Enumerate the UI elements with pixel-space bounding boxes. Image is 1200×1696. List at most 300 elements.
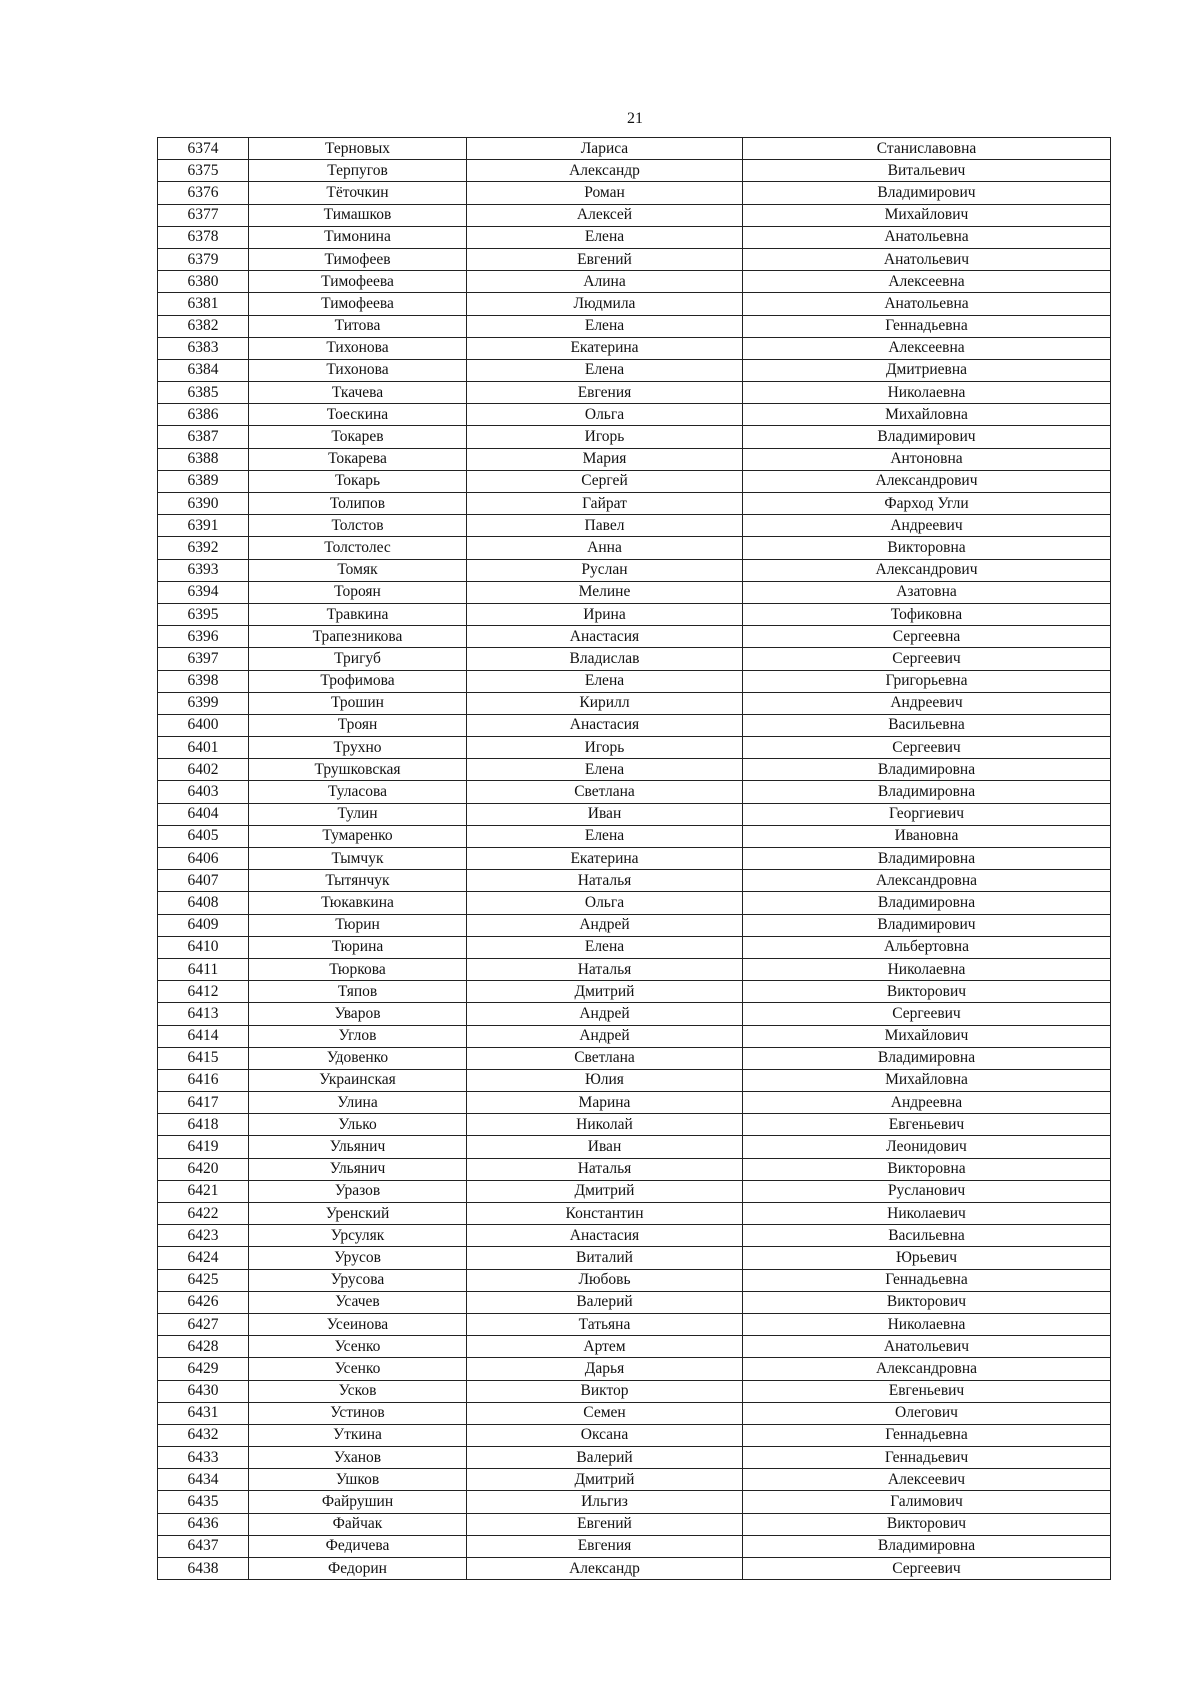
first-name-cell: Екатерина bbox=[467, 848, 743, 870]
patronymic-cell: Владимировна bbox=[743, 848, 1111, 870]
first-name-cell: Мария bbox=[467, 448, 743, 470]
patronymic-cell: Владимировна bbox=[743, 1047, 1111, 1069]
table-row bbox=[158, 493, 1111, 515]
row-number-cell: 6383 bbox=[158, 337, 249, 359]
last-name-cell: Усачев bbox=[249, 1291, 467, 1313]
table-row bbox=[158, 648, 1111, 670]
last-name-cell: Улина bbox=[249, 1092, 467, 1114]
patronymic-cell: Николаевна bbox=[743, 382, 1111, 404]
table-row bbox=[158, 781, 1111, 803]
last-name-cell: Токарева bbox=[249, 448, 467, 470]
first-name-cell: Алексей bbox=[467, 204, 743, 226]
last-name-cell: Ульянич bbox=[249, 1158, 467, 1180]
last-name-cell: Усков bbox=[249, 1380, 467, 1402]
patronymic-cell: Азатовна bbox=[743, 581, 1111, 603]
table-row bbox=[158, 315, 1111, 337]
patronymic-cell: Владимировна bbox=[743, 892, 1111, 914]
first-name-cell: Юлия bbox=[467, 1069, 743, 1091]
first-name-cell: Светлана bbox=[467, 1047, 743, 1069]
first-name-cell: Семен bbox=[467, 1402, 743, 1424]
first-name-cell: Татьяна bbox=[467, 1313, 743, 1335]
last-name-cell: Тымчук bbox=[249, 848, 467, 870]
last-name-cell: Тимофеева bbox=[249, 293, 467, 315]
table-row bbox=[158, 1380, 1111, 1402]
first-name-cell: Виктор bbox=[467, 1380, 743, 1402]
first-name-cell: Елена bbox=[467, 359, 743, 381]
first-name-cell: Игорь bbox=[467, 737, 743, 759]
row-number-cell: 6411 bbox=[158, 958, 249, 980]
first-name-cell: Дмитрий bbox=[467, 981, 743, 1003]
row-number-cell: 6401 bbox=[158, 737, 249, 759]
first-name-cell: Владислав bbox=[467, 648, 743, 670]
patronymic-cell: Александрович bbox=[743, 470, 1111, 492]
table-row bbox=[158, 1558, 1111, 1580]
row-number-cell: 6407 bbox=[158, 870, 249, 892]
row-number-cell: 6375 bbox=[158, 160, 249, 182]
table-row bbox=[158, 825, 1111, 847]
first-name-cell: Руслан bbox=[467, 559, 743, 581]
last-name-cell: Уразов bbox=[249, 1180, 467, 1202]
first-name-cell: Елена bbox=[467, 936, 743, 958]
last-name-cell: Тимонина bbox=[249, 226, 467, 248]
last-name-cell: Украинская bbox=[249, 1069, 467, 1091]
patronymic-cell: Васильевна bbox=[743, 714, 1111, 736]
table-row bbox=[158, 1092, 1111, 1114]
first-name-cell: Марина bbox=[467, 1092, 743, 1114]
patronymic-cell: Олегович bbox=[743, 1402, 1111, 1424]
first-name-cell: Александр bbox=[467, 160, 743, 182]
first-name-cell: Наталья bbox=[467, 958, 743, 980]
table-row bbox=[158, 803, 1111, 825]
table-row bbox=[158, 958, 1111, 980]
first-name-cell: Елена bbox=[467, 315, 743, 337]
table-row bbox=[158, 1003, 1111, 1025]
table-row bbox=[158, 1114, 1111, 1136]
first-name-cell: Светлана bbox=[467, 781, 743, 803]
first-name-cell: Дмитрий bbox=[467, 1469, 743, 1491]
patronymic-cell: Алексеевна bbox=[743, 337, 1111, 359]
row-number-cell: 6432 bbox=[158, 1424, 249, 1446]
table-row bbox=[158, 1513, 1111, 1535]
first-name-cell: Лариса bbox=[467, 138, 743, 160]
last-name-cell: Усеинова bbox=[249, 1313, 467, 1335]
first-name-cell: Иван bbox=[467, 1136, 743, 1158]
first-name-cell: Екатерина bbox=[467, 337, 743, 359]
table-row bbox=[158, 1313, 1111, 1335]
table-row bbox=[158, 692, 1111, 714]
patronymic-cell: Русланович bbox=[743, 1180, 1111, 1202]
row-number-cell: 6423 bbox=[158, 1225, 249, 1247]
last-name-cell: Токарев bbox=[249, 426, 467, 448]
first-name-cell: Сергей bbox=[467, 470, 743, 492]
patronymic-cell: Алексеевич bbox=[743, 1469, 1111, 1491]
patronymic-cell: Анатольевич bbox=[743, 1336, 1111, 1358]
row-number-cell: 6408 bbox=[158, 892, 249, 914]
row-number-cell: 6392 bbox=[158, 537, 249, 559]
row-number-cell: 6414 bbox=[158, 1025, 249, 1047]
first-name-cell: Анастасия bbox=[467, 626, 743, 648]
table-row bbox=[158, 1069, 1111, 1091]
last-name-cell: Тороян bbox=[249, 581, 467, 603]
table-row bbox=[158, 1136, 1111, 1158]
patronymic-cell: Альбертовна bbox=[743, 936, 1111, 958]
first-name-cell: Анастасия bbox=[467, 714, 743, 736]
table-row bbox=[158, 1491, 1111, 1513]
patronymic-cell: Владимировна bbox=[743, 759, 1111, 781]
table-row bbox=[158, 1180, 1111, 1202]
last-name-cell: Федорин bbox=[249, 1558, 467, 1580]
row-number-cell: 6397 bbox=[158, 648, 249, 670]
row-number-cell: 6374 bbox=[158, 138, 249, 160]
patronymic-cell: Евгеньевич bbox=[743, 1114, 1111, 1136]
table-row bbox=[158, 182, 1111, 204]
first-name-cell: Елена bbox=[467, 759, 743, 781]
table-row bbox=[158, 271, 1111, 293]
patronymic-cell: Михайлович bbox=[743, 1025, 1111, 1047]
table-row bbox=[158, 1402, 1111, 1424]
row-number-cell: 6381 bbox=[158, 293, 249, 315]
first-name-cell: Кирилл bbox=[467, 692, 743, 714]
first-name-cell: Евгений bbox=[467, 1513, 743, 1535]
first-name-cell: Дарья bbox=[467, 1358, 743, 1380]
table-row bbox=[158, 914, 1111, 936]
last-name-cell: Трапезникова bbox=[249, 626, 467, 648]
row-number-cell: 6379 bbox=[158, 248, 249, 270]
first-name-cell: Виталий bbox=[467, 1247, 743, 1269]
last-name-cell: Урусов bbox=[249, 1247, 467, 1269]
row-number-cell: 6403 bbox=[158, 781, 249, 803]
row-number-cell: 6431 bbox=[158, 1402, 249, 1424]
last-name-cell: Травкина bbox=[249, 603, 467, 625]
table-row bbox=[158, 382, 1111, 404]
table-row bbox=[158, 515, 1111, 537]
patronymic-cell: Сергеевич bbox=[743, 1558, 1111, 1580]
table-row bbox=[158, 337, 1111, 359]
row-number-cell: 6395 bbox=[158, 603, 249, 625]
table-row bbox=[158, 204, 1111, 226]
last-name-cell: Тимофеев bbox=[249, 248, 467, 270]
row-number-cell: 6396 bbox=[158, 626, 249, 648]
row-number-cell: 6382 bbox=[158, 315, 249, 337]
patronymic-cell: Тофиковна bbox=[743, 603, 1111, 625]
table-row bbox=[158, 1535, 1111, 1557]
last-name-cell: Тихонова bbox=[249, 359, 467, 381]
patronymic-cell: Геннадьевна bbox=[743, 1424, 1111, 1446]
row-number-cell: 6386 bbox=[158, 404, 249, 426]
table-row bbox=[158, 559, 1111, 581]
patronymic-cell: Галимович bbox=[743, 1491, 1111, 1513]
patronymic-cell: Григорьевна bbox=[743, 670, 1111, 692]
row-number-cell: 6406 bbox=[158, 848, 249, 870]
first-name-cell: Елена bbox=[467, 670, 743, 692]
patronymic-cell: Васильевна bbox=[743, 1225, 1111, 1247]
row-number-cell: 6416 bbox=[158, 1069, 249, 1091]
row-number-cell: 6417 bbox=[158, 1092, 249, 1114]
patronymic-cell: Викторовна bbox=[743, 537, 1111, 559]
first-name-cell: Валерий bbox=[467, 1447, 743, 1469]
last-name-cell: Туласова bbox=[249, 781, 467, 803]
patronymic-cell: Леонидович bbox=[743, 1136, 1111, 1158]
table-row bbox=[158, 626, 1111, 648]
table-row bbox=[158, 714, 1111, 736]
last-name-cell: Тёточкин bbox=[249, 182, 467, 204]
first-name-cell: Оксана bbox=[467, 1424, 743, 1446]
last-name-cell: Томяк bbox=[249, 559, 467, 581]
row-number-cell: 6404 bbox=[158, 803, 249, 825]
patronymic-cell: Александровна bbox=[743, 870, 1111, 892]
first-name-cell: Алина bbox=[467, 271, 743, 293]
patronymic-cell: Андреевич bbox=[743, 692, 1111, 714]
last-name-cell: Тюкавкина bbox=[249, 892, 467, 914]
table-row bbox=[158, 981, 1111, 1003]
patronymic-cell: Владимирович bbox=[743, 426, 1111, 448]
row-number-cell: 6428 bbox=[158, 1336, 249, 1358]
table-row bbox=[158, 1269, 1111, 1291]
patronymic-cell: Витальевич bbox=[743, 160, 1111, 182]
first-name-cell: Наталья bbox=[467, 1158, 743, 1180]
patronymic-cell: Геннадьевич bbox=[743, 1447, 1111, 1469]
table-row bbox=[158, 359, 1111, 381]
row-number-cell: 6391 bbox=[158, 515, 249, 537]
patronymic-cell: Анатольевна bbox=[743, 226, 1111, 248]
last-name-cell: Тихонова bbox=[249, 337, 467, 359]
row-number-cell: 6425 bbox=[158, 1269, 249, 1291]
first-name-cell: Андрей bbox=[467, 1025, 743, 1047]
last-name-cell: Усенко bbox=[249, 1336, 467, 1358]
last-name-cell: Толстолес bbox=[249, 537, 467, 559]
row-number-cell: 6394 bbox=[158, 581, 249, 603]
first-name-cell: Александр bbox=[467, 1558, 743, 1580]
last-name-cell: Тимашков bbox=[249, 204, 467, 226]
table-row bbox=[158, 1424, 1111, 1446]
row-number-cell: 6420 bbox=[158, 1158, 249, 1180]
row-number-cell: 6426 bbox=[158, 1291, 249, 1313]
row-number-cell: 6409 bbox=[158, 914, 249, 936]
row-number-cell: 6419 bbox=[158, 1136, 249, 1158]
last-name-cell: Устинов bbox=[249, 1402, 467, 1424]
row-number-cell: 6393 bbox=[158, 559, 249, 581]
last-name-cell: Уренский bbox=[249, 1203, 467, 1225]
last-name-cell: Урусова bbox=[249, 1269, 467, 1291]
patronymic-cell: Сергеевич bbox=[743, 737, 1111, 759]
table-row bbox=[158, 537, 1111, 559]
table-row bbox=[158, 1247, 1111, 1269]
row-number-cell: 6402 bbox=[158, 759, 249, 781]
first-name-cell: Иван bbox=[467, 803, 743, 825]
patronymic-cell: Сергеевна bbox=[743, 626, 1111, 648]
table-row bbox=[158, 1336, 1111, 1358]
row-number-cell: 6437 bbox=[158, 1535, 249, 1557]
table-row bbox=[158, 248, 1111, 270]
patronymic-cell: Владимирович bbox=[743, 914, 1111, 936]
row-number-cell: 6412 bbox=[158, 981, 249, 1003]
last-name-cell: Тоескина bbox=[249, 404, 467, 426]
row-number-cell: 6438 bbox=[158, 1558, 249, 1580]
first-name-cell: Ирина bbox=[467, 603, 743, 625]
row-number-cell: 6422 bbox=[158, 1203, 249, 1225]
table-row bbox=[158, 448, 1111, 470]
last-name-cell: Трушковская bbox=[249, 759, 467, 781]
row-number-cell: 6389 bbox=[158, 470, 249, 492]
patronymic-cell: Анатольевич bbox=[743, 248, 1111, 270]
table-row bbox=[158, 603, 1111, 625]
first-name-cell: Елена bbox=[467, 825, 743, 847]
row-number-cell: 6400 bbox=[158, 714, 249, 736]
patronymic-cell: Владимировна bbox=[743, 781, 1111, 803]
first-name-cell: Ольга bbox=[467, 404, 743, 426]
row-number-cell: 6387 bbox=[158, 426, 249, 448]
last-name-cell: Трофимова bbox=[249, 670, 467, 692]
row-number-cell: 6430 bbox=[158, 1380, 249, 1402]
last-name-cell: Трошин bbox=[249, 692, 467, 714]
last-name-cell: Улько bbox=[249, 1114, 467, 1136]
last-name-cell: Толстов bbox=[249, 515, 467, 537]
table-row bbox=[158, 138, 1111, 160]
patronymic-cell: Викторович bbox=[743, 981, 1111, 1003]
last-name-cell: Федичева bbox=[249, 1535, 467, 1557]
patronymic-cell: Сергеевич bbox=[743, 1003, 1111, 1025]
last-name-cell: Тумаренко bbox=[249, 825, 467, 847]
table-row bbox=[158, 892, 1111, 914]
last-name-cell: Тригуб bbox=[249, 648, 467, 670]
last-name-cell: Тяпов bbox=[249, 981, 467, 1003]
names-table bbox=[157, 137, 1111, 1580]
table-row bbox=[158, 670, 1111, 692]
first-name-cell: Анна bbox=[467, 537, 743, 559]
patronymic-cell: Алексеевна bbox=[743, 271, 1111, 293]
last-name-cell: Терновых bbox=[249, 138, 467, 160]
patronymic-cell: Викторович bbox=[743, 1513, 1111, 1535]
row-number-cell: 6410 bbox=[158, 936, 249, 958]
last-name-cell: Усенко bbox=[249, 1358, 467, 1380]
last-name-cell: Тюрина bbox=[249, 936, 467, 958]
patronymic-cell: Викторовна bbox=[743, 1158, 1111, 1180]
patronymic-cell: Сергеевич bbox=[743, 648, 1111, 670]
patronymic-cell: Геннадьевна bbox=[743, 1269, 1111, 1291]
page-number: 21 bbox=[627, 110, 643, 127]
table-row bbox=[158, 581, 1111, 603]
last-name-cell: Уханов bbox=[249, 1447, 467, 1469]
table-row bbox=[158, 470, 1111, 492]
last-name-cell: Удовенко bbox=[249, 1047, 467, 1069]
last-name-cell: Тытянчук bbox=[249, 870, 467, 892]
first-name-cell: Игорь bbox=[467, 426, 743, 448]
patronymic-cell: Михайловна bbox=[743, 1069, 1111, 1091]
first-name-cell: Андрей bbox=[467, 1003, 743, 1025]
first-name-cell: Николай bbox=[467, 1114, 743, 1136]
last-name-cell: Файчак bbox=[249, 1513, 467, 1535]
table-row bbox=[158, 1025, 1111, 1047]
last-name-cell: Троян bbox=[249, 714, 467, 736]
last-name-cell: Уваров bbox=[249, 1003, 467, 1025]
table-row bbox=[158, 936, 1111, 958]
patronymic-cell: Антоновна bbox=[743, 448, 1111, 470]
row-number-cell: 6434 bbox=[158, 1469, 249, 1491]
first-name-cell: Артем bbox=[467, 1336, 743, 1358]
row-number-cell: 6405 bbox=[158, 825, 249, 847]
last-name-cell: Ткачева bbox=[249, 382, 467, 404]
last-name-cell: Ушков bbox=[249, 1469, 467, 1491]
table-row bbox=[158, 404, 1111, 426]
last-name-cell: Уткина bbox=[249, 1424, 467, 1446]
first-name-cell: Любовь bbox=[467, 1269, 743, 1291]
last-name-cell: Тимофеева bbox=[249, 271, 467, 293]
table-row bbox=[158, 293, 1111, 315]
table-row bbox=[158, 1158, 1111, 1180]
patronymic-cell: Геннадьевна bbox=[743, 315, 1111, 337]
last-name-cell: Тулин bbox=[249, 803, 467, 825]
patronymic-cell: Анатольевна bbox=[743, 293, 1111, 315]
table-row bbox=[158, 1203, 1111, 1225]
last-name-cell: Токарь bbox=[249, 470, 467, 492]
patronymic-cell: Викторович bbox=[743, 1291, 1111, 1313]
first-name-cell: Елена bbox=[467, 226, 743, 248]
last-name-cell: Тюркова bbox=[249, 958, 467, 980]
patronymic-cell: Андреевна bbox=[743, 1092, 1111, 1114]
table-row bbox=[158, 426, 1111, 448]
last-name-cell: Тюрин bbox=[249, 914, 467, 936]
patronymic-cell: Владимировна bbox=[743, 1535, 1111, 1557]
row-number-cell: 6377 bbox=[158, 204, 249, 226]
table-row bbox=[158, 848, 1111, 870]
patronymic-cell: Михайловна bbox=[743, 404, 1111, 426]
patronymic-cell: Евгеньевич bbox=[743, 1380, 1111, 1402]
row-number-cell: 6429 bbox=[158, 1358, 249, 1380]
patronymic-cell: Александровна bbox=[743, 1358, 1111, 1380]
patronymic-cell: Александрович bbox=[743, 559, 1111, 581]
row-number-cell: 6390 bbox=[158, 493, 249, 515]
table-row bbox=[158, 1358, 1111, 1380]
last-name-cell: Титова bbox=[249, 315, 467, 337]
first-name-cell: Евгений bbox=[467, 248, 743, 270]
row-number-cell: 6415 bbox=[158, 1047, 249, 1069]
first-name-cell: Анастасия bbox=[467, 1225, 743, 1247]
patronymic-cell: Георгиевич bbox=[743, 803, 1111, 825]
last-name-cell: Урсуляк bbox=[249, 1225, 467, 1247]
table-row bbox=[158, 1291, 1111, 1313]
row-number-cell: 6421 bbox=[158, 1180, 249, 1202]
last-name-cell: Файрушин bbox=[249, 1491, 467, 1513]
table-row bbox=[158, 737, 1111, 759]
patronymic-cell: Владимирович bbox=[743, 182, 1111, 204]
first-name-cell: Евгения bbox=[467, 382, 743, 404]
first-name-cell: Валерий bbox=[467, 1291, 743, 1313]
row-number-cell: 6378 bbox=[158, 226, 249, 248]
first-name-cell: Ольга bbox=[467, 892, 743, 914]
table-row bbox=[158, 1447, 1111, 1469]
patronymic-cell: Николаевич bbox=[743, 1203, 1111, 1225]
last-name-cell: Терпугов bbox=[249, 160, 467, 182]
patronymic-cell: Андреевич bbox=[743, 515, 1111, 537]
row-number-cell: 6399 bbox=[158, 692, 249, 714]
first-name-cell: Мелине bbox=[467, 581, 743, 603]
row-number-cell: 6418 bbox=[158, 1114, 249, 1136]
first-name-cell: Гайрат bbox=[467, 493, 743, 515]
patronymic-cell: Ивановна bbox=[743, 825, 1111, 847]
first-name-cell: Дмитрий bbox=[467, 1180, 743, 1202]
row-number-cell: 6376 bbox=[158, 182, 249, 204]
first-name-cell: Ильгиз bbox=[467, 1491, 743, 1513]
last-name-cell: Толипов bbox=[249, 493, 467, 515]
last-name-cell: Трухно bbox=[249, 737, 467, 759]
first-name-cell: Роман bbox=[467, 182, 743, 204]
table-row bbox=[158, 226, 1111, 248]
row-number-cell: 6398 bbox=[158, 670, 249, 692]
patronymic-cell: Юрьевич bbox=[743, 1247, 1111, 1269]
names-table-body bbox=[158, 138, 1111, 1580]
row-number-cell: 6384 bbox=[158, 359, 249, 381]
first-name-cell: Павел bbox=[467, 515, 743, 537]
